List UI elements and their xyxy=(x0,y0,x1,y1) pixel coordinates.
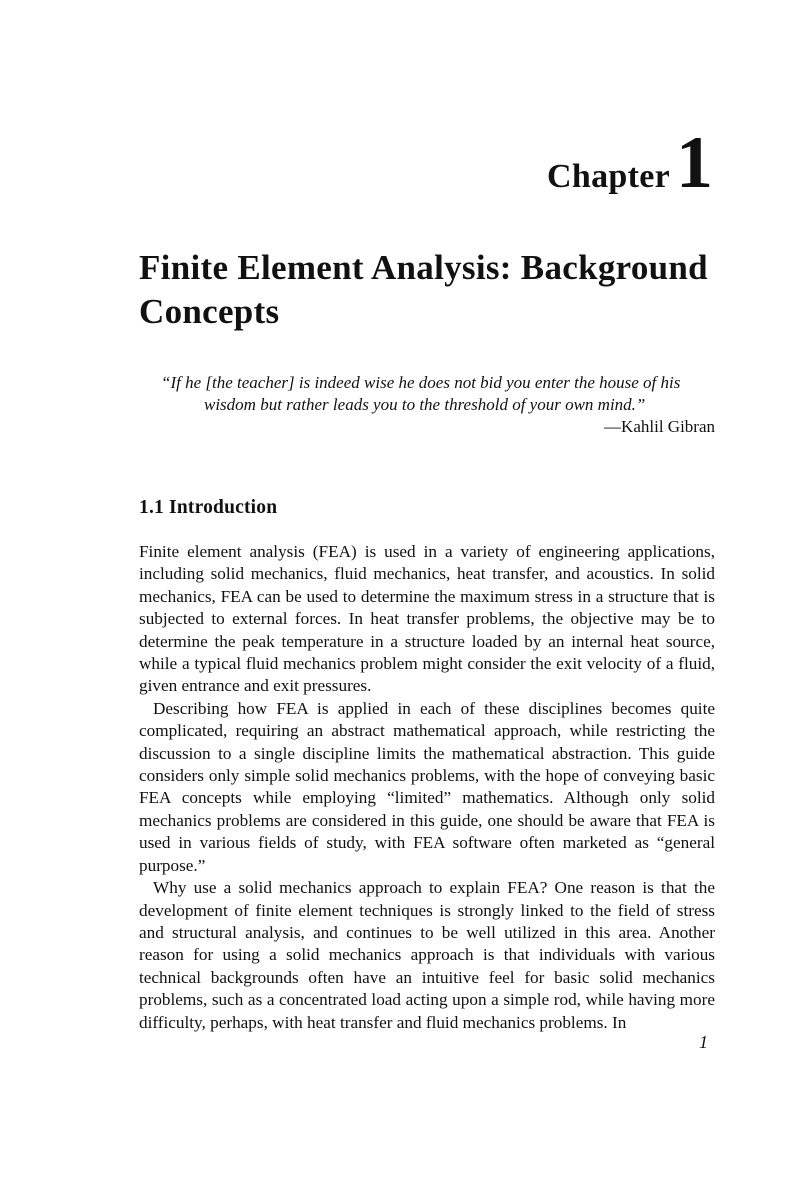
chapter-number: 1 xyxy=(676,122,713,204)
chapter-label: Chapter xyxy=(547,158,670,195)
paragraph: Finite element analysis (FEA) is used in a variety of engineering applications, including solid mechanics, fluid mechanics, heat transfer, and acoustics. In solid mechanics, FEA can be used to determine the maximum stress in a structure that is subjected to external forces. In heat transfer problems, the objective may be to determine the peak temperature in a structure loaded by an internal heat source, while a typical fluid mechanics problem might consider the exit velocity of a fluid, given entrance and exit pressures. xyxy=(139,542,715,696)
paragraph: Why use a solid mechanics approach to explain FEA? One reason is that the development of finite element techniques is strongly linked to the field of stress and structural analysis, and continues to be well utilized in this area. Another reason for using a solid mechanics approach is that individuals with various technical backgrounds often have an intuitive feel for basic solid mechanics problems, such as a concentrated load acting upon a simple rod, while having more difficulty, perhaps, with heat transfer and fluid mechanics problems. In xyxy=(139,878,715,1032)
chapter-heading xyxy=(547,122,713,204)
chapter-title: Finite Element Analysis: Background Concepts xyxy=(139,248,708,331)
epigraph-attribution: —Kahlil Gibran xyxy=(604,417,715,436)
epigraph xyxy=(139,372,715,438)
section-heading: 1.1 Introduction xyxy=(139,497,278,518)
paragraph: Describing how FEA is applied in each of these disciplines becomes quite complicated, requiring an abstract mathematical approach, while restricting the discussion to a single discipline limits the mathematical abstraction. This guide considers only simple solid mechanics problems, with the hope of conveying basic FEA concepts while employing “limited” mathematics. Although only solid mechanics problems are considered in this guide, one should be aware that FEA is used in various fields of study, with FEA software often marketed as “general purpose.” xyxy=(139,698,715,875)
section-body xyxy=(139,541,715,1034)
epigraph-line-2: wisdom but rather leads you to the threshold of your own mind.” xyxy=(204,395,646,414)
epigraph-line-1: “If he [the teacher] is indeed wise he does not bid you enter the house of his xyxy=(161,373,681,392)
page-number: 1 xyxy=(699,1032,708,1052)
